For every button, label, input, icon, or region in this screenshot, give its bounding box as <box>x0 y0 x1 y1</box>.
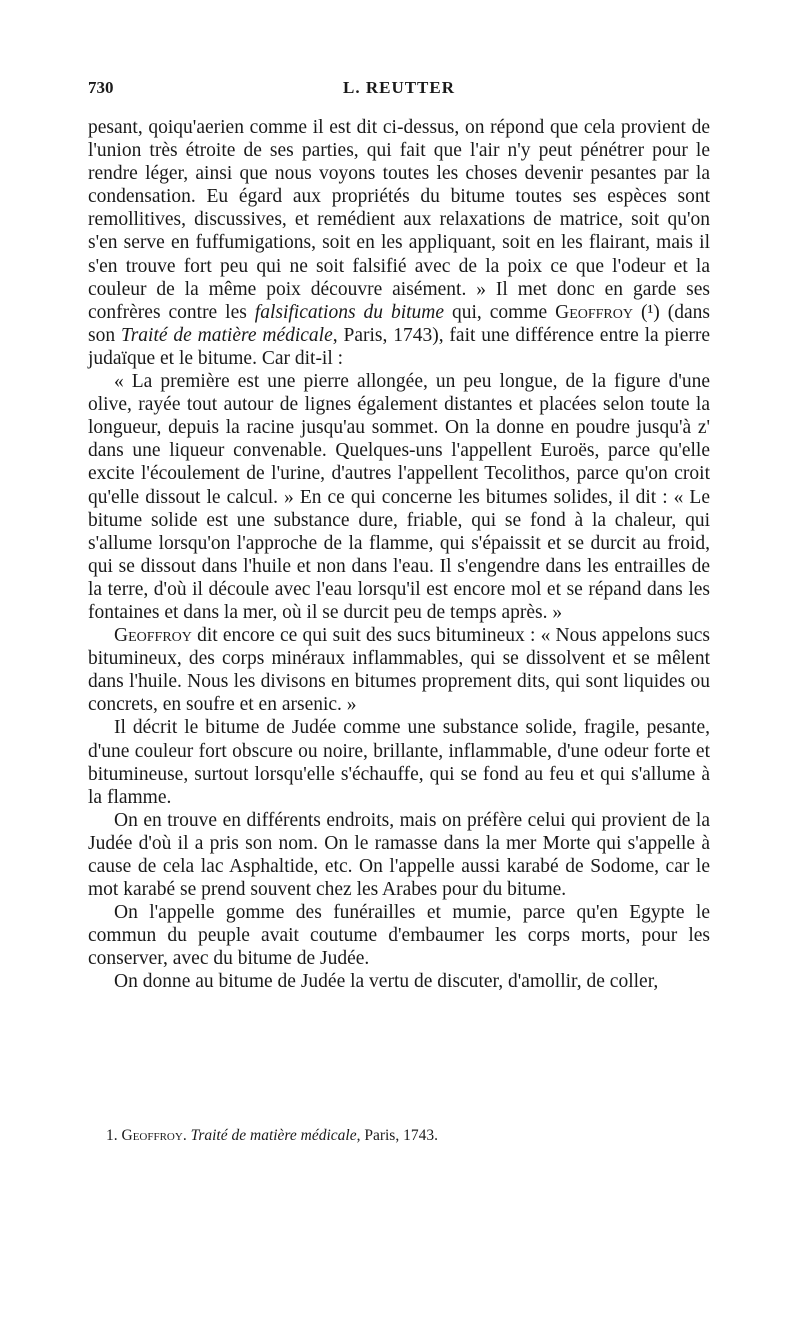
emphasis-falsifications: falsifications du bitume <box>254 301 445 323</box>
footnote-title: Traité de matière médicale <box>190 1127 357 1144</box>
footnote <box>106 1126 706 1146</box>
paragraph-3: Geoffroy dit encore ce qui suit des sucs bitumineux : « Nous appelons sucs bitumineux, des corps minéraux inflammables, qui se dissolvent et se mêlent dans l'huile. Nous les divisons en bitumes proprement dits, qui sont liquides ou concrets, en soufre et en arsenic. » <box>88 625 710 716</box>
paragraph-2: « La première est une pierre allongée, un peu longue, de la figure d'une olive, rayée tout autour de lignes également distantes et placées selon toute la longueur, depuis la racine jusqu'au sommet. On la donne en poudre jusqu'à z' dans une liqueur convenable. Quelques-uns l'appellent Euroës, parce qu'elle excite l'écoulement de l'urine, d'autres l'appellent Tecolithos, parce qu'on croit qu'elle dissout le calcul. » En ce qui concerne les bitumes solides, il dit : « Le bitume solide est une substance dure, friable, qui se fond à la chaleur, qui s'allume lorsqu'on l'approche de la flamme, qui s'épaissit et se durcit au froid, qui se dissout dans l'huile et non dans l'eau. Il s'engendre dans les entrailles de la terre, d'où il découle avec l'eau lorsqu'il est encore mol et se répand dans les fontaines et dans la mer, où il se durcit peu de temps après. » <box>88 371 710 623</box>
body-text <box>88 116 710 994</box>
footnote-number: 1. <box>106 1127 118 1144</box>
running-title: L. REUTTER <box>342 78 456 97</box>
paragraph-5: On en trouve en différents endroits, mais on préfère celui qui provient de la Judée d'où il a pris son nom. On le ramasse dans la mer Morte qui s'appelle à cause de cela lac Asphaltide, etc. On l'appelle aussi karabé de Sodome, car le mot karabé se prend souvent chez les Arabes pour du bitume. <box>88 809 710 901</box>
author-name: Geoffroy <box>555 301 633 323</box>
emphasis-book-title: Traité de matière médicale <box>120 324 333 346</box>
paragraph-7: On donne au bitume de Judée la vertu de discuter, d'amollir, de coller, <box>114 971 659 993</box>
paragraph-1: pesant, qoiqu'aerien comme il est dit ci-dessus, on répond que cela provient de l'union très étroite de ses parties, qui fait que l'air n'y peut pénétrer pour le rendre léger, ainsi que nous voyons toutes les choses devenir pesantes par la condensation. Eu égard aux propriétés du bitume toutes ses espèces sont remollitives, discussives, et remédient aux relaxations de matrice, soit qu'on s'en serve en fuffumigations, soit en les appliquant, soit en les flairant, mais il s'en trouve fort peu qui ne soit falsifié avec de la poix ce que l'odeur et la couleur de la même poix découvre aisément. » Il met donc en garde ses confrères contre les falsifications du bitume qui, comme Geoffroy (¹) (dans son Traité de matière médicale, Paris, 1743), fait une différence entre la pierre judaïque et le bitume. Car dit-il : <box>88 117 711 369</box>
paragraph-4: Il décrit le bitume de Judée comme une substance solide, fragile, pesante, d'une couleur fort obscure ou noire, brillante, inflammable, d'une odeur forte et bitumineuse, surtout lorsqu'elle s'échauffe, qui se fond au feu et qui s'allume à la flamme. <box>88 717 710 808</box>
paragraph-6: On l'appelle gomme des funérailles et mumie, parce qu'en Egypte le commun du peuple avait coutume d'embaumer les corps morts, pour les conserver, avec du bitume de Judée. <box>88 902 710 970</box>
page-header <box>88 78 710 102</box>
page-number: 730 <box>88 78 114 97</box>
footnote-author: Geoffroy. <box>121 1127 187 1144</box>
author-name: Geoffroy <box>114 625 192 647</box>
footnote-rest: , Paris, 1743. <box>356 1127 438 1144</box>
